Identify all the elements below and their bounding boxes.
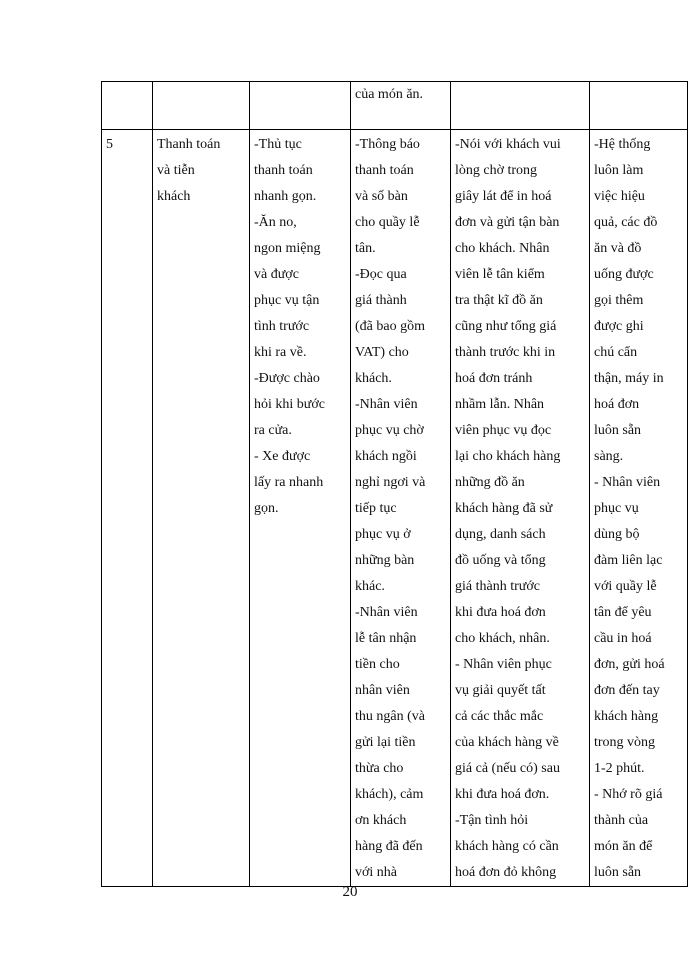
cell-text-line: khách hàng (594, 709, 659, 724)
cell-text-line: dụng, danh sách (455, 527, 546, 542)
page-number: 20 (342, 884, 358, 900)
action-cell (451, 130, 590, 887)
cell-text-line: -Hệ thống (594, 137, 651, 152)
cell-text-line: với quầy lễ (594, 579, 657, 594)
cell-text-line: gọn. (254, 501, 279, 516)
cell-text-line: phục vụ tận (254, 293, 320, 308)
cell-text-line: gọi thêm (594, 293, 644, 308)
cell-text-line: giá cả (nếu có) sau (455, 761, 560, 776)
cell-text-line: giá thành (355, 293, 407, 308)
cell-text-line: tiền cho (355, 657, 400, 672)
cell-text-line: -Nhân viên (355, 397, 418, 412)
stage-cell (153, 130, 250, 887)
cell-text-line: -Tận tình hỏi (455, 813, 529, 828)
cell-text-line: khách hàng có cần (455, 839, 559, 854)
cell-text-line: thanh toán (355, 163, 414, 178)
cell-text-line: và số bàn (355, 189, 408, 204)
cell-text-line: cho quầy lễ (355, 215, 420, 230)
cell-text-line: khách hàng đã sử (455, 501, 553, 516)
table-cell (451, 82, 590, 130)
cell-text-line: chú cẩn (594, 345, 638, 360)
cell-text-line: thừa cho (355, 761, 404, 776)
cell-text-line: luôn làm (594, 163, 644, 178)
cell-text-line: cũng như tổng giá (455, 319, 557, 334)
cell-text-line: giây lát để in hoá (455, 189, 552, 204)
cell-text-line: việc hiệu (594, 189, 645, 204)
cell-text-line: đàm liên lạc (594, 553, 663, 568)
cell-text-line: thanh toán (254, 163, 313, 178)
cell-text-line: của món ăn. (355, 87, 424, 102)
cell-text-line: khách (157, 189, 191, 204)
cell-text-line: những đồ ăn (455, 475, 525, 490)
cell-text-line: và được (254, 267, 299, 282)
cell-text-line: luôn sẵn (594, 865, 642, 880)
cell-text-line: khách ngồi (355, 449, 417, 464)
cell-text-line: thành của (594, 813, 649, 828)
cell-text-line: luôn sẵn (594, 423, 642, 438)
cell-text-line: vụ giải quyết tất (455, 683, 546, 698)
cell-text-line: khi ra về. (254, 345, 307, 360)
cell-text-line: -Ăn no, (254, 215, 297, 230)
procedure-cell (351, 130, 451, 887)
cell-text-line: khi đưa hoá đơn (455, 605, 546, 620)
cell-text-line: nhầm lẫn. Nhân (455, 397, 545, 412)
cell-text-line: 1-2 phút. (594, 761, 645, 776)
cell-text-line: cả các thắc mắc (455, 709, 544, 724)
cell-text-line: ăn và đồ (594, 241, 642, 256)
cell-text-line: VAT) cho (355, 345, 409, 360)
cell-text-line: lấy ra nhanh (254, 475, 324, 490)
cell-text-line: dùng bộ (594, 527, 640, 542)
cell-text-line: nghỉ ngơi và (355, 475, 426, 490)
cell-text-line: trong vòng (594, 735, 656, 750)
cell-text-line: được ghi (594, 319, 644, 334)
cell-text-line: khách. (355, 371, 392, 386)
cell-text-line: quả, các đồ (594, 215, 658, 230)
cell-text-line: đồ uống và tổng (455, 553, 546, 568)
cell-text-line: - Nhân viên (594, 475, 661, 490)
cell-text-line: tiếp tục (355, 501, 397, 516)
cell-text-line: lại cho khách hàng (455, 449, 561, 464)
cell-text-line: phục vụ (594, 501, 639, 516)
table-cell (250, 82, 351, 130)
cell-text-line: ơn khách (355, 813, 407, 828)
cell-text-line: gửi lại tiền (355, 735, 416, 750)
cell-text-line: ra cửa. (254, 423, 292, 438)
cell-text-line: thu ngân (và (355, 709, 425, 724)
cell-text-line: - Nhớ rõ giá (594, 787, 663, 802)
cell-text-line: giá thành trước (455, 579, 540, 594)
cell-text-line: (đã bao gồm (355, 319, 425, 334)
cell-text-line: phục vụ chờ (355, 423, 424, 438)
table-cell (153, 82, 250, 130)
cell-text-line: ngon miệng (254, 241, 321, 256)
cell-text-line: đơn, gửi hoá (594, 657, 665, 672)
table-cell (102, 82, 153, 130)
cell-text-line: và tiễn (157, 163, 195, 178)
cell-text-line: tân để yêu (594, 605, 652, 620)
cell-text-line: - Nhân viên phục (455, 657, 552, 672)
cell-text-line: tình trước (254, 319, 310, 334)
cell-text-line: hoá đơn đỏ không (455, 865, 557, 880)
expectation-cell (250, 130, 351, 887)
cell-text-line: viên phục vụ đọc (455, 423, 552, 438)
cell-text-line: Thanh toán (157, 137, 221, 152)
cell-text-line: thành trước khi in (455, 345, 556, 360)
cell-text-line: nhanh gọn. (254, 189, 317, 204)
cell-text-line: - Xe được (254, 449, 311, 464)
row-number: 5 (106, 137, 113, 152)
cell-text-line: hoá đơn (594, 397, 640, 412)
cell-text-line: lễ tân nhận (355, 631, 417, 646)
cell-text-line: khi đưa hoá đơn. (455, 787, 550, 802)
cell-text-line: -Đọc qua (355, 267, 407, 282)
cell-text-line: khác. (355, 579, 385, 594)
cell-text-line: lòng chờ trong (455, 163, 538, 178)
row-number-cell (102, 130, 153, 887)
cell-text-line: -Thủ tục (254, 137, 302, 152)
table-cell-continuation (351, 82, 451, 130)
cell-text-line: -Được chào (254, 371, 320, 386)
cell-text-line: đơn đến tay (594, 683, 660, 698)
cell-text-line: cầu in hoá (594, 631, 652, 646)
cell-text-line: những bàn (355, 553, 415, 568)
cell-text-line: của khách hàng về (455, 735, 559, 750)
cell-text-line: thận, máy in (594, 371, 664, 386)
cell-text-line: khách), cảm (355, 787, 424, 802)
cell-text-line: -Nhân viên (355, 605, 418, 620)
cell-text-line: hoá đơn tránh (455, 371, 533, 386)
table-row-continuation (102, 82, 688, 130)
cell-text-line: nhân viên (355, 683, 410, 698)
table-cell (590, 82, 688, 130)
cell-text-line: -Nói với khách vui (455, 137, 561, 152)
cell-text-line: cho khách, nhân. (455, 631, 550, 646)
cell-text-line: món ăn để (594, 839, 653, 854)
cell-text-line: uống được (594, 267, 654, 282)
cell-text-line: hàng đã đến (355, 839, 423, 854)
cell-text-line: phục vụ ở (355, 527, 411, 542)
cell-text-line: đơn và gửi tận bàn (455, 215, 560, 230)
service-process-table (101, 81, 688, 887)
cell-text-line: tân. (355, 241, 376, 256)
cell-text-line: với nhà (355, 865, 398, 880)
table-row-5 (102, 130, 688, 887)
cell-text-line: hỏi khi bước (254, 397, 325, 412)
cell-text-line: cho khách. Nhân (455, 241, 550, 256)
standard-cell (590, 130, 688, 887)
cell-text-line: sàng. (594, 449, 624, 464)
cell-text-line: -Thông báo (355, 137, 420, 152)
cell-text-line: tra thật kĩ đồ ăn (455, 293, 543, 308)
cell-text-line: viên lễ tân kiểm (455, 267, 545, 282)
